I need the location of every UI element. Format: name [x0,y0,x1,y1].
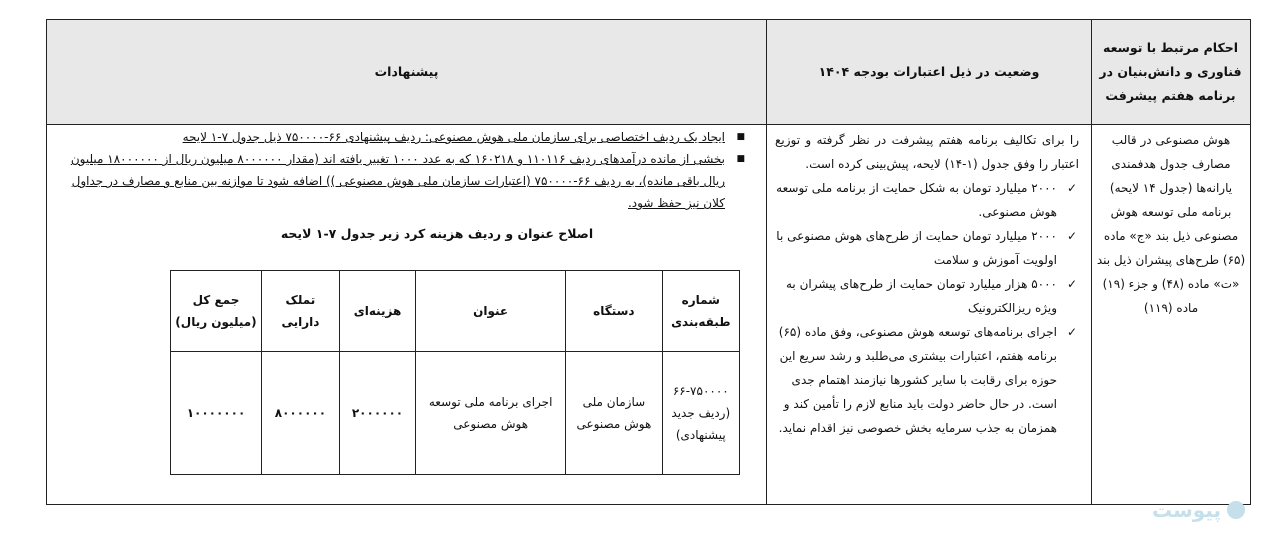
status-item-text: اجرای برنامه‌های توسعه هوش مصنوعی، وفق ماده (۶۵) برنامه هفتم، اعتبارات بیشتری می‌طلبد و رشد سریع این حوزه برای رقابت با سایر کشورها نیازمند اهتمام جدی است. در حال حاضر دولت باید منابع لازم را تأمین کند و همزمان به جذب سرمایه بخش خصوصی نیز اقدام نماید. [778,325,1057,435]
status-intro: را برای تکالیف برنامه هفتم پیشرفت در نظر گرفته و توزیع اعتبار را وفق جدول (۱-۱۴) لایحه، پیش‌بینی کرده است. [775,133,1079,171]
policy-table [46,19,1251,505]
budget-row-table [170,270,740,475]
table-cell: ۲۰۰۰۰۰۰ [339,352,415,475]
table-row [171,352,740,475]
column-header: شماره طبقه‌بندی [662,271,739,352]
check-icon: ✓ [1066,277,1077,291]
check-icon: ✓ [1066,229,1077,243]
table-cell: اجرای برنامه ملی توسعه هوش مصنوعی [416,352,566,475]
header-divider [47,124,1250,125]
header-proposals: پیشنهادات [374,64,439,79]
column-header: تملک دارایی [261,271,339,352]
status-item-text: ۵۰۰۰ هزار میلیارد تومان حمایت از طرح‌های پیشران به ویژه ریزالکترونیک [785,277,1057,315]
proposal-text: ایجاد یک ردیف اختصاصی برای سازمان ملی هوش مصنوعی: ردیف پیشنهادی ۶۶-۷۵۰۰۰۰ ذیل جدول ۷-۱ لایحه [182,130,725,144]
watermark-text: پیوست [1151,498,1221,522]
table-cell: سازمان ملی هوش مصنوعی [566,352,662,475]
status-item-text: ۲۰۰۰ میلیارد تومان حمایت از طرح‌های هوش مصنوعی با اولویت آموزش و سلامت [776,229,1057,267]
table-header-row [171,271,740,352]
check-icon: ✓ [1066,181,1077,195]
proposal-text: بخشی از مانده درآمدهای ردیف ۱۱۰۱۱۶ و ۱۶۰۲۱۸ که به عدد ۱۰۰۰ تغییر یافته اند (مقدار ۸۰۰۰۰۰۰ میلیون ریال از ۱۸۰۰۰۰۰۰ میلیون ریال باقی مانده)، به ردیف ۶۶-۷۵۰۰۰۰ (اعتبارات سازمان ملی هوش مصنوعی )) اضافه شود تا موازنه بین منابع و مصارف در جداول کلان نیز حفظ شود. [70,152,725,210]
header-status: وضعیت در ذیل اعتبارات بودجه ۱۴۰۴ [818,64,1040,79]
check-icon: ✓ [1066,325,1077,339]
table-cell: ۶۶-۷۵۰۰۰۰ (ردیف جدید پیشنهادی) [662,352,739,475]
column-header: هزینه‌ای [339,271,415,352]
column-header: دستگاه [566,271,662,352]
column-header: عنوان [416,271,566,352]
status-item [775,320,1079,440]
table-cell: ۸۰۰۰۰۰۰ [261,352,339,475]
status-item [775,224,1079,272]
legal-provisions-text: هوش مصنوعی در قالب مصارف جدول هدفمندی یارانه‌ها (جدول ۱۴ لایحه) برنامه ملی توسعه هوش مصنوعی ذیل بند «ج» ماده (۶۵) طرح‌های پیشران ذیل بند «ت» ماده (۴۸) و جزء (۱۹) ماده (۱۱۹) [1096,133,1246,315]
watermark-logo [1113,496,1245,524]
inner-table-title: اصلاح عنوان و ردیف هزینه کرد زیر جدول ۷-۱ لایحه [280,226,594,241]
square-bullet-icon: ■ [736,154,745,164]
header-legal: احکام مرتبط با توسعه فناوری و دانش‌بنیان در برنامه هفتم پیشرفت [1099,40,1242,103]
proposals-cell [57,126,747,214]
logo-dot-icon [1227,501,1245,519]
square-bullet-icon: ■ [736,132,745,142]
column-header: جمع کل (میلیون ریال) [171,271,262,352]
status-item-text: ۲۰۰۰ میلیارد تومان به شکل حمایت از برنامه ملی توسعه هوش مصنوعی. [776,181,1057,219]
status-cell [775,128,1079,440]
column-divider-2 [1091,20,1092,504]
status-item [775,176,1079,224]
proposal-item [57,148,747,214]
status-item [775,272,1079,320]
proposal-item [57,126,747,148]
table-cell: ۱۰۰۰۰۰۰۰ [171,352,262,475]
